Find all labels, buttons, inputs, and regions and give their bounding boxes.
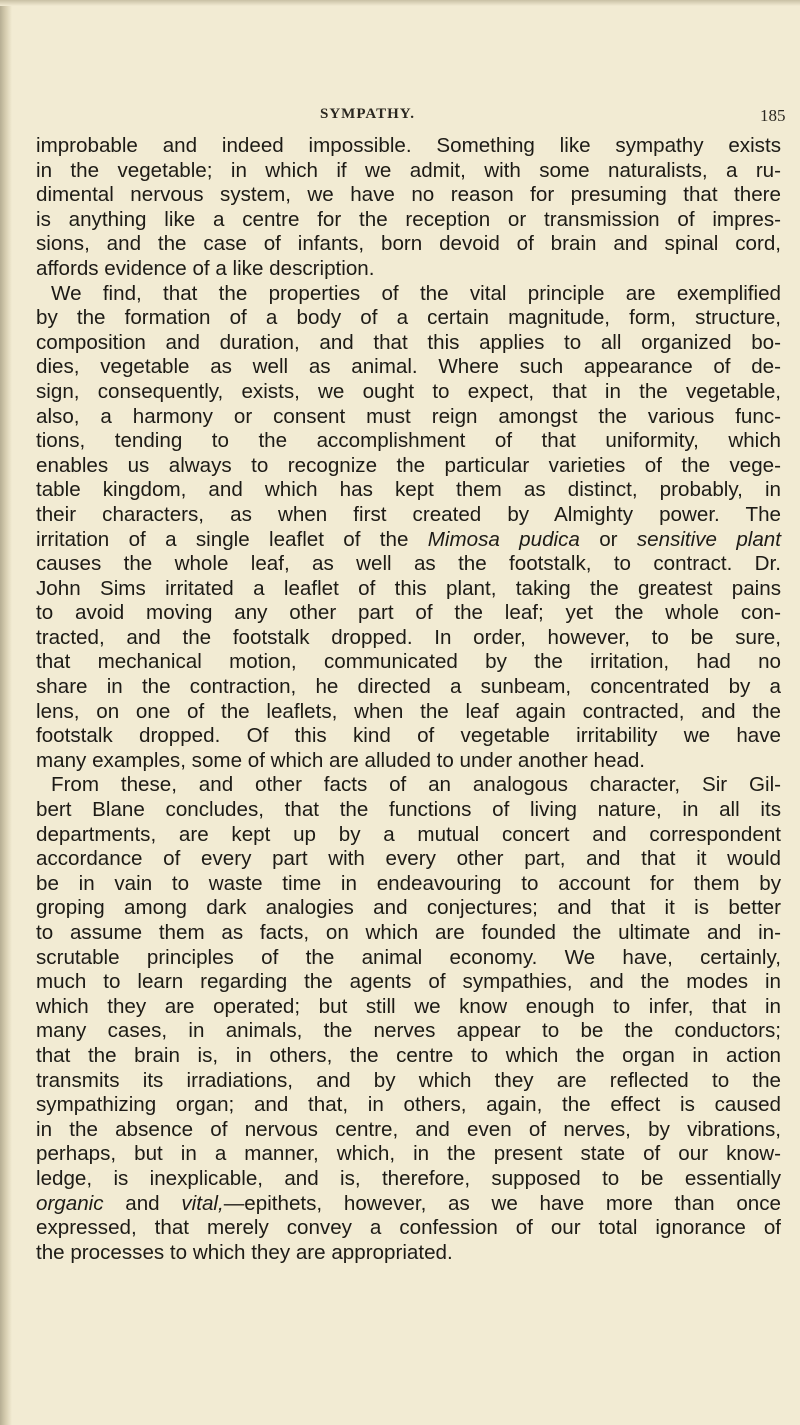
page-top-edge	[0, 0, 800, 6]
text-line	[36, 650, 781, 675]
running-title: SYMPATHY.	[320, 106, 415, 122]
text-run: bert Blane concludes, that the functions of living nature, in all its	[36, 798, 781, 822]
text-run: share in the contraction, he directed a sunbeam, concentrated by a	[36, 675, 781, 699]
text-run: much to learn regarding the agents of sympathies, and the modes in	[36, 970, 781, 994]
text-line	[36, 552, 781, 577]
text-line	[36, 1142, 781, 1167]
text-run: improbable and indeed impossible. Something like sympathy exists	[36, 134, 781, 157]
text-line	[36, 503, 781, 528]
italic-text: sensitive plant	[636, 527, 781, 551]
text-line	[36, 577, 781, 602]
text-line	[36, 700, 781, 725]
text-run: scrutable principles of the animal economy. We have, certainly,	[36, 945, 781, 969]
text-line	[36, 306, 781, 331]
text-run: enables us always to recognize the particular varieties of the vege-	[36, 453, 781, 477]
text-run: many examples, some of which are alluded to under another head.	[36, 748, 646, 772]
text-run: From these, and other facts of an analogous character, Sir Gil-	[51, 773, 781, 797]
text-run: that mechanical motion, communicated by the irritation, had no	[36, 650, 781, 674]
text-line	[36, 1216, 781, 1241]
italic-text: vital,	[181, 1191, 224, 1215]
page-edge-shadow	[0, 0, 12, 1425]
text-run: We find, that the properties of the vital principle are exemplified	[51, 281, 781, 305]
text-line	[36, 798, 781, 823]
text-line	[36, 454, 781, 479]
body-text	[36, 134, 781, 1265]
text-run: accordance of every part with every other part, and that it would	[36, 847, 781, 871]
text-run: in the absence of nervous centre, and even of nerves, by vibrations,	[36, 1117, 781, 1141]
text-line	[36, 208, 781, 233]
text-line	[36, 478, 781, 503]
text-run: by the formation of a body of a certain magnitude, form, structure,	[36, 306, 781, 330]
text-run: irritation of a single leaflet of the	[36, 527, 428, 551]
text-run: composition and duration, and that this applies to all organized bo-	[36, 330, 781, 354]
text-line	[36, 995, 781, 1020]
text-run: which they are operated; but still we know enough to infer, that in	[36, 994, 781, 1018]
text-line	[36, 1118, 781, 1143]
text-line	[36, 405, 781, 430]
paragraph	[36, 773, 781, 1265]
text-line	[36, 380, 781, 405]
text-run: groping among dark analogies and conjectures; and that it is better	[36, 896, 781, 920]
text-line	[36, 946, 781, 971]
page-number: 185	[760, 106, 786, 125]
text-run: sympathizing organ; and that, in others, again, the effect is caused	[36, 1093, 781, 1117]
text-line	[36, 331, 781, 356]
paragraph	[36, 282, 781, 774]
text-line	[36, 675, 781, 700]
text-line	[36, 1019, 781, 1044]
text-run: —epithets, however, as we have more than once	[223, 1191, 781, 1215]
text-run: perhaps, but in a manner, which, in the present state of our know-	[36, 1142, 781, 1166]
text-run: to assume them as facts, on which are founded the ultimate and in-	[36, 921, 781, 944]
text-line	[36, 1241, 781, 1266]
text-line	[36, 773, 781, 798]
text-line	[36, 921, 781, 946]
text-run: be in vain to waste time in endeavouring to account for them by	[36, 871, 781, 895]
text-line	[36, 282, 781, 307]
text-run: tracted, and the footstalk dropped. In order, however, to be sure,	[36, 625, 781, 649]
text-line	[36, 1069, 781, 1094]
italic-text: organic	[36, 1191, 104, 1215]
text-line	[36, 429, 781, 454]
text-run: in the vegetable; in which if we admit, with some naturalists, a ru-	[36, 158, 781, 182]
text-line	[36, 1167, 781, 1192]
text-run: sign, consequently, exists, we ought to expect, that in the vegetable,	[36, 379, 781, 403]
text-run: tions, tending to the accomplishment of that uniformity, which	[36, 429, 781, 453]
paragraph	[36, 134, 781, 282]
text-run: footstalk dropped. Of this kind of vegetable irritability we have	[36, 724, 781, 748]
text-run: and	[103, 1191, 182, 1215]
text-run: to avoid moving any other part of the leaf; yet the whole con-	[36, 601, 781, 625]
text-line	[36, 1044, 781, 1069]
text-line	[36, 724, 781, 749]
text-run: affords evidence of a like description.	[36, 256, 375, 280]
text-run: table kingdom, and which has kept them as distinct, probably, in	[36, 478, 781, 502]
text-run: many cases, in animals, the nerves appear to be the conductors;	[36, 1019, 781, 1043]
text-run: or	[579, 527, 637, 551]
text-run: is anything like a centre for the reception or transmission of impres-	[36, 207, 781, 231]
text-line	[36, 847, 781, 872]
text-line	[36, 872, 781, 897]
page-header	[0, 106, 800, 130]
text-run: dimental nervous system, we have no reason for presuming that there	[36, 183, 781, 207]
text-line	[36, 355, 781, 380]
text-line	[36, 626, 781, 651]
italic-text: Mimosa pudica	[427, 527, 580, 551]
text-run: their characters, as when first created by Almighty power. The	[36, 502, 781, 526]
text-line	[36, 749, 781, 774]
text-run: John Sims irritated a leaflet of this plant, taking the greatest pains	[36, 576, 781, 600]
text-run: the processes to which they are appropriated.	[36, 1240, 453, 1264]
text-line	[36, 1093, 781, 1118]
text-run: lens, on one of the leaflets, when the leaf again contracted, and the	[36, 699, 781, 723]
text-run: also, a harmony or consent must reign amongst the various func-	[36, 404, 781, 428]
text-run: that the brain is, in others, the centre to which the organ in action	[36, 1043, 781, 1067]
text-run: transmits its irradiations, and by which they are reflected to the	[36, 1068, 781, 1092]
text-run: sions, and the case of infants, born devoid of brain and spinal cord,	[36, 232, 781, 256]
text-line	[36, 257, 781, 282]
text-line	[36, 601, 781, 626]
text-line	[36, 1192, 781, 1217]
text-run: departments, are kept up by a mutual concert and correspondent	[36, 822, 781, 846]
text-run: expressed, that merely convey a confession of our total ignorance of	[36, 1216, 781, 1240]
text-line	[36, 970, 781, 995]
text-run: ledge, is inexplicable, and is, therefore, supposed to be essentially	[36, 1166, 781, 1190]
text-line	[36, 134, 781, 159]
text-line	[36, 896, 781, 921]
text-run: dies, vegetable as well as animal. Where such appearance of de-	[36, 355, 781, 379]
text-line	[36, 232, 781, 257]
text-line	[36, 823, 781, 848]
text-line	[36, 159, 781, 184]
text-run: causes the whole leaf, as well as the footstalk, to contract. Dr.	[36, 552, 781, 576]
text-line	[36, 183, 781, 208]
text-line	[36, 528, 781, 553]
